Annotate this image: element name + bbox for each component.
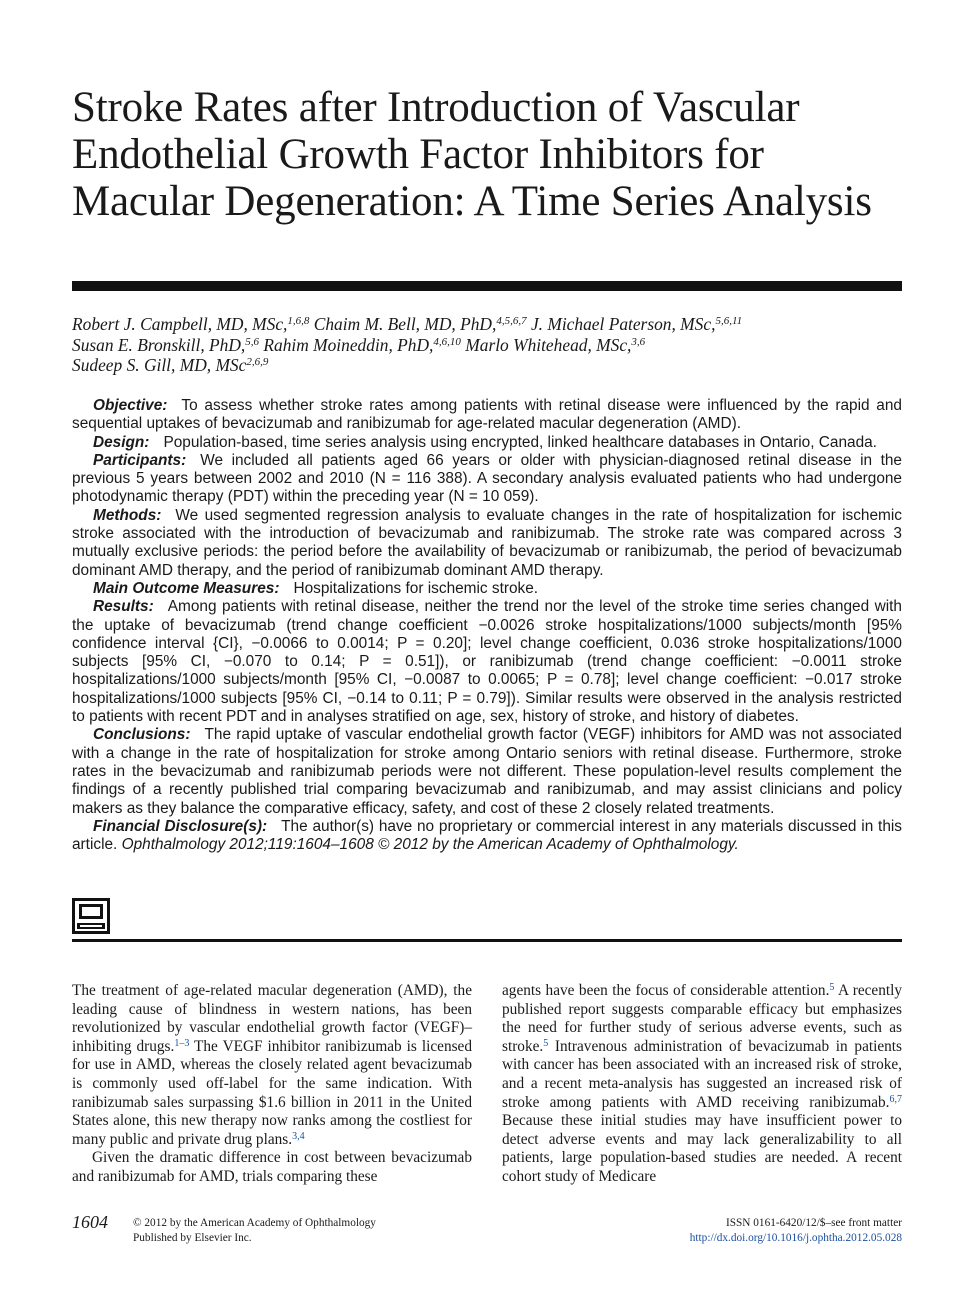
body-text: Because these initial studies may have insufficient power to detect adverse events and may lack generalizability to all patients, large population-based studies are needed. A recent cohort study of Medicare xyxy=(502,1112,902,1185)
author-name: Robert J. Campbell, MD, MSc, xyxy=(72,314,288,334)
article-title: Stroke Rates after Introduction of Vascular Endothelial Growth Factor Inhibitors for Macular Degeneration: A Time Series Analysis xyxy=(72,84,872,225)
section-text: Hospitalizations for ischemic stroke. xyxy=(293,579,539,597)
footer-issn-block xyxy=(690,1216,902,1246)
author-affiliation: 2,6,9 xyxy=(246,356,269,368)
author-affiliation: 5,6 xyxy=(245,335,260,348)
body-text: Intravenous administration of bevacizumab in patients with cancer has been associated with an increased risk of stroke, and a recent meta-analysis has suggested an increased risk of stroke among patients with AMD receiving ranibizumab. xyxy=(502,1037,902,1111)
abstract-methods xyxy=(72,507,902,580)
abstract-outcome-measures xyxy=(72,580,902,598)
body-text: The VEGF inhibitor ranibizumab is licensed for use in AMD, whereas the closely related agent bevacizumab is commonly used off-label for the same indication. With ranibizumab sales surpassing $1.6 billion in 2011 in the United States alone, this new therapy now ranks among the costliest for many public and private drug plans. xyxy=(72,1037,472,1148)
journal-citation: Ophthalmology 2012;119:1604–1608 © 2012 by the American Academy of Ophthalmology. xyxy=(121,836,739,854)
section-label: Methods: xyxy=(93,506,162,524)
author-affiliation: 3,6 xyxy=(631,335,646,348)
body-text: A recently published report suggests comparable efficacy but emphasizes the need for further study of serious adverse events, such as stroke. xyxy=(502,982,902,1055)
body-text: The treatment of age-related macular degeneration (AMD), the leading cause of blindness in western nations, has been revolutionized by vascular endothelial growth factor (VEGF)–inhibiting drugs. xyxy=(72,982,472,1055)
author-name: Susan E. Bronskill, PhD, xyxy=(72,334,246,355)
section-label: Design: xyxy=(93,433,150,451)
abstract-results xyxy=(72,598,902,726)
issn-line: ISSN 0161-6420/12/$–see front matter xyxy=(725,1217,902,1229)
abstract-objective xyxy=(72,397,902,434)
author-name: Sudeep S. Gill, MD, MSc xyxy=(72,355,247,375)
author-name: Chaim M. Bell, MD, PhD, xyxy=(313,314,497,334)
body-column-left xyxy=(72,982,472,1187)
abstract-design xyxy=(72,434,902,452)
section-label: Conclusions: xyxy=(93,726,191,744)
page-number: 1604 xyxy=(72,1212,108,1232)
author-affiliation: 4,5,6,7 xyxy=(496,315,527,327)
section-text: We included all patients aged 66 years or older with physician-diagnosed retinal disease in the previous 5 years between 2002 and 2010 (N = 116 388). A secondary analysis evaluated patients who had undergone photodynamic therapy (PDT) within the preceding year (N = 10 059). xyxy=(72,451,902,506)
doi-link[interactable]: http://dx.doi.org/10.1016/j.ophtha.2012.05.028 xyxy=(689,1232,902,1244)
abstract-conclusions xyxy=(72,726,902,817)
section-label: Participants: xyxy=(93,451,187,469)
section-text: We used segmented regression analysis to evaluate changes in the rate of hospitalization for ischemic stroke associated with the introduction of bevacizumab and ranibizumab. The stroke rate was compared across 3 mutually exclusive periods: the period before the availability of bevacizumab or ranibizumab, the period of bevacizumab dominant AMD therapy, and the period of ranibizumab dominant AMD therapy. xyxy=(72,506,902,579)
reference-link[interactable]: 1–3 xyxy=(174,1037,190,1049)
author-affiliation: 1,6,8 xyxy=(287,315,310,327)
title-divider xyxy=(72,281,902,291)
author-name: J. Michael Paterson, MSc, xyxy=(530,314,716,334)
footer-copyright-block xyxy=(133,1216,376,1246)
section-text: Among patients with retinal disease, neither the trend nor the level of the stroke time series changed with the uptake of bevacizumab (trend change coefficient −0.0026 stroke hospitalizations/1000 subjects/month [95% confidence interval {CI}, −0.0066 to 0.0014; P = 0.20]; level change coefficient, 0.036 stroke hospitalizations/1000 subjects [95% CI, −0.070 to 0.14; P = 0.51]), or ranibizumab (trend change coefficient: −0.0011 stroke hospitalizations/1000 subjects/month [95% CI, −0.0087 to 0.0065; P = 0.78]; level change coefficient: −0.017 stroke hospitalizations/1000 subjects [95% CI, −0.14 to 0.11; P = 0.79]). Similar results were observed in the analysis restricted to patients with recent PDT and in analyses stratified on age, sex, history of stroke, and history of diabetes. xyxy=(72,598,902,726)
reference-link[interactable]: 3,4 xyxy=(292,1130,305,1142)
copyright-line: © 2012 by the American Academy of Ophthalmology xyxy=(133,1217,376,1229)
section-text: Population-based, time series analysis using encrypted, linked healthcare databases in Ontario, Canada. xyxy=(163,433,877,451)
section-label: Financial Disclosure(s): xyxy=(93,817,268,835)
body-paragraph: Given the dramatic difference in cost between bevacizumab and ranibizumab for AMD, trials comparing these xyxy=(72,1149,472,1185)
section-text: To assess whether stroke rates among patients with retinal disease were influenced by the rapid and sequential uptakes of bevacizumab and ranibizumab for age-related macular degeneration (AMD). xyxy=(72,397,902,433)
publisher-line: Published by Elsevier Inc. xyxy=(133,1232,252,1244)
section-label: Main Outcome Measures: xyxy=(93,579,280,597)
abstract-participants xyxy=(72,452,902,507)
reference-link[interactable]: 5 xyxy=(543,1037,549,1049)
body-text: agents have been the focus of considerable attention. xyxy=(502,982,830,999)
section-label: Objective: xyxy=(93,397,168,414)
abstract xyxy=(72,397,902,854)
section-text: The rapid uptake of vascular endothelial growth factor (VEGF) inhibitors for AMD was not associated with a change in the rate of hospitalization for stroke among Ontario seniors with retinal disease. Furthermore, stroke rates in the bevacizumab and ranibizumab periods were not different. These population-level results complement the findings of a recently published trial comparing bevacizumab and ranibizumab, and may assist clinicians and policy makers as they balance the comparative efficacy, safety, and cost of these 2 closely related treatments. xyxy=(72,726,902,817)
author-affiliation: 5,6,11 xyxy=(715,315,743,327)
body-paragraph xyxy=(502,982,902,1187)
reference-link[interactable]: 6,7 xyxy=(889,1093,902,1105)
author-list xyxy=(72,314,902,376)
author-name: Marlo Whitehead, MSc, xyxy=(465,334,632,355)
abstract-divider xyxy=(72,939,902,942)
body-paragraph xyxy=(72,982,472,1149)
financial-disclosure xyxy=(72,818,902,855)
author-affiliation: 4,6,10 xyxy=(433,335,461,348)
section-label: Results: xyxy=(93,598,154,616)
reference-link[interactable]: 5 xyxy=(829,982,835,993)
computer-monitor-icon[interactable] xyxy=(72,898,110,934)
disclosure-text: The author(s) have no proprietary or commercial interest in any materials discussed in this article. xyxy=(72,817,902,854)
body-column-right xyxy=(502,982,902,1187)
author-name: Rahim Moineddin, PhD, xyxy=(263,334,434,355)
